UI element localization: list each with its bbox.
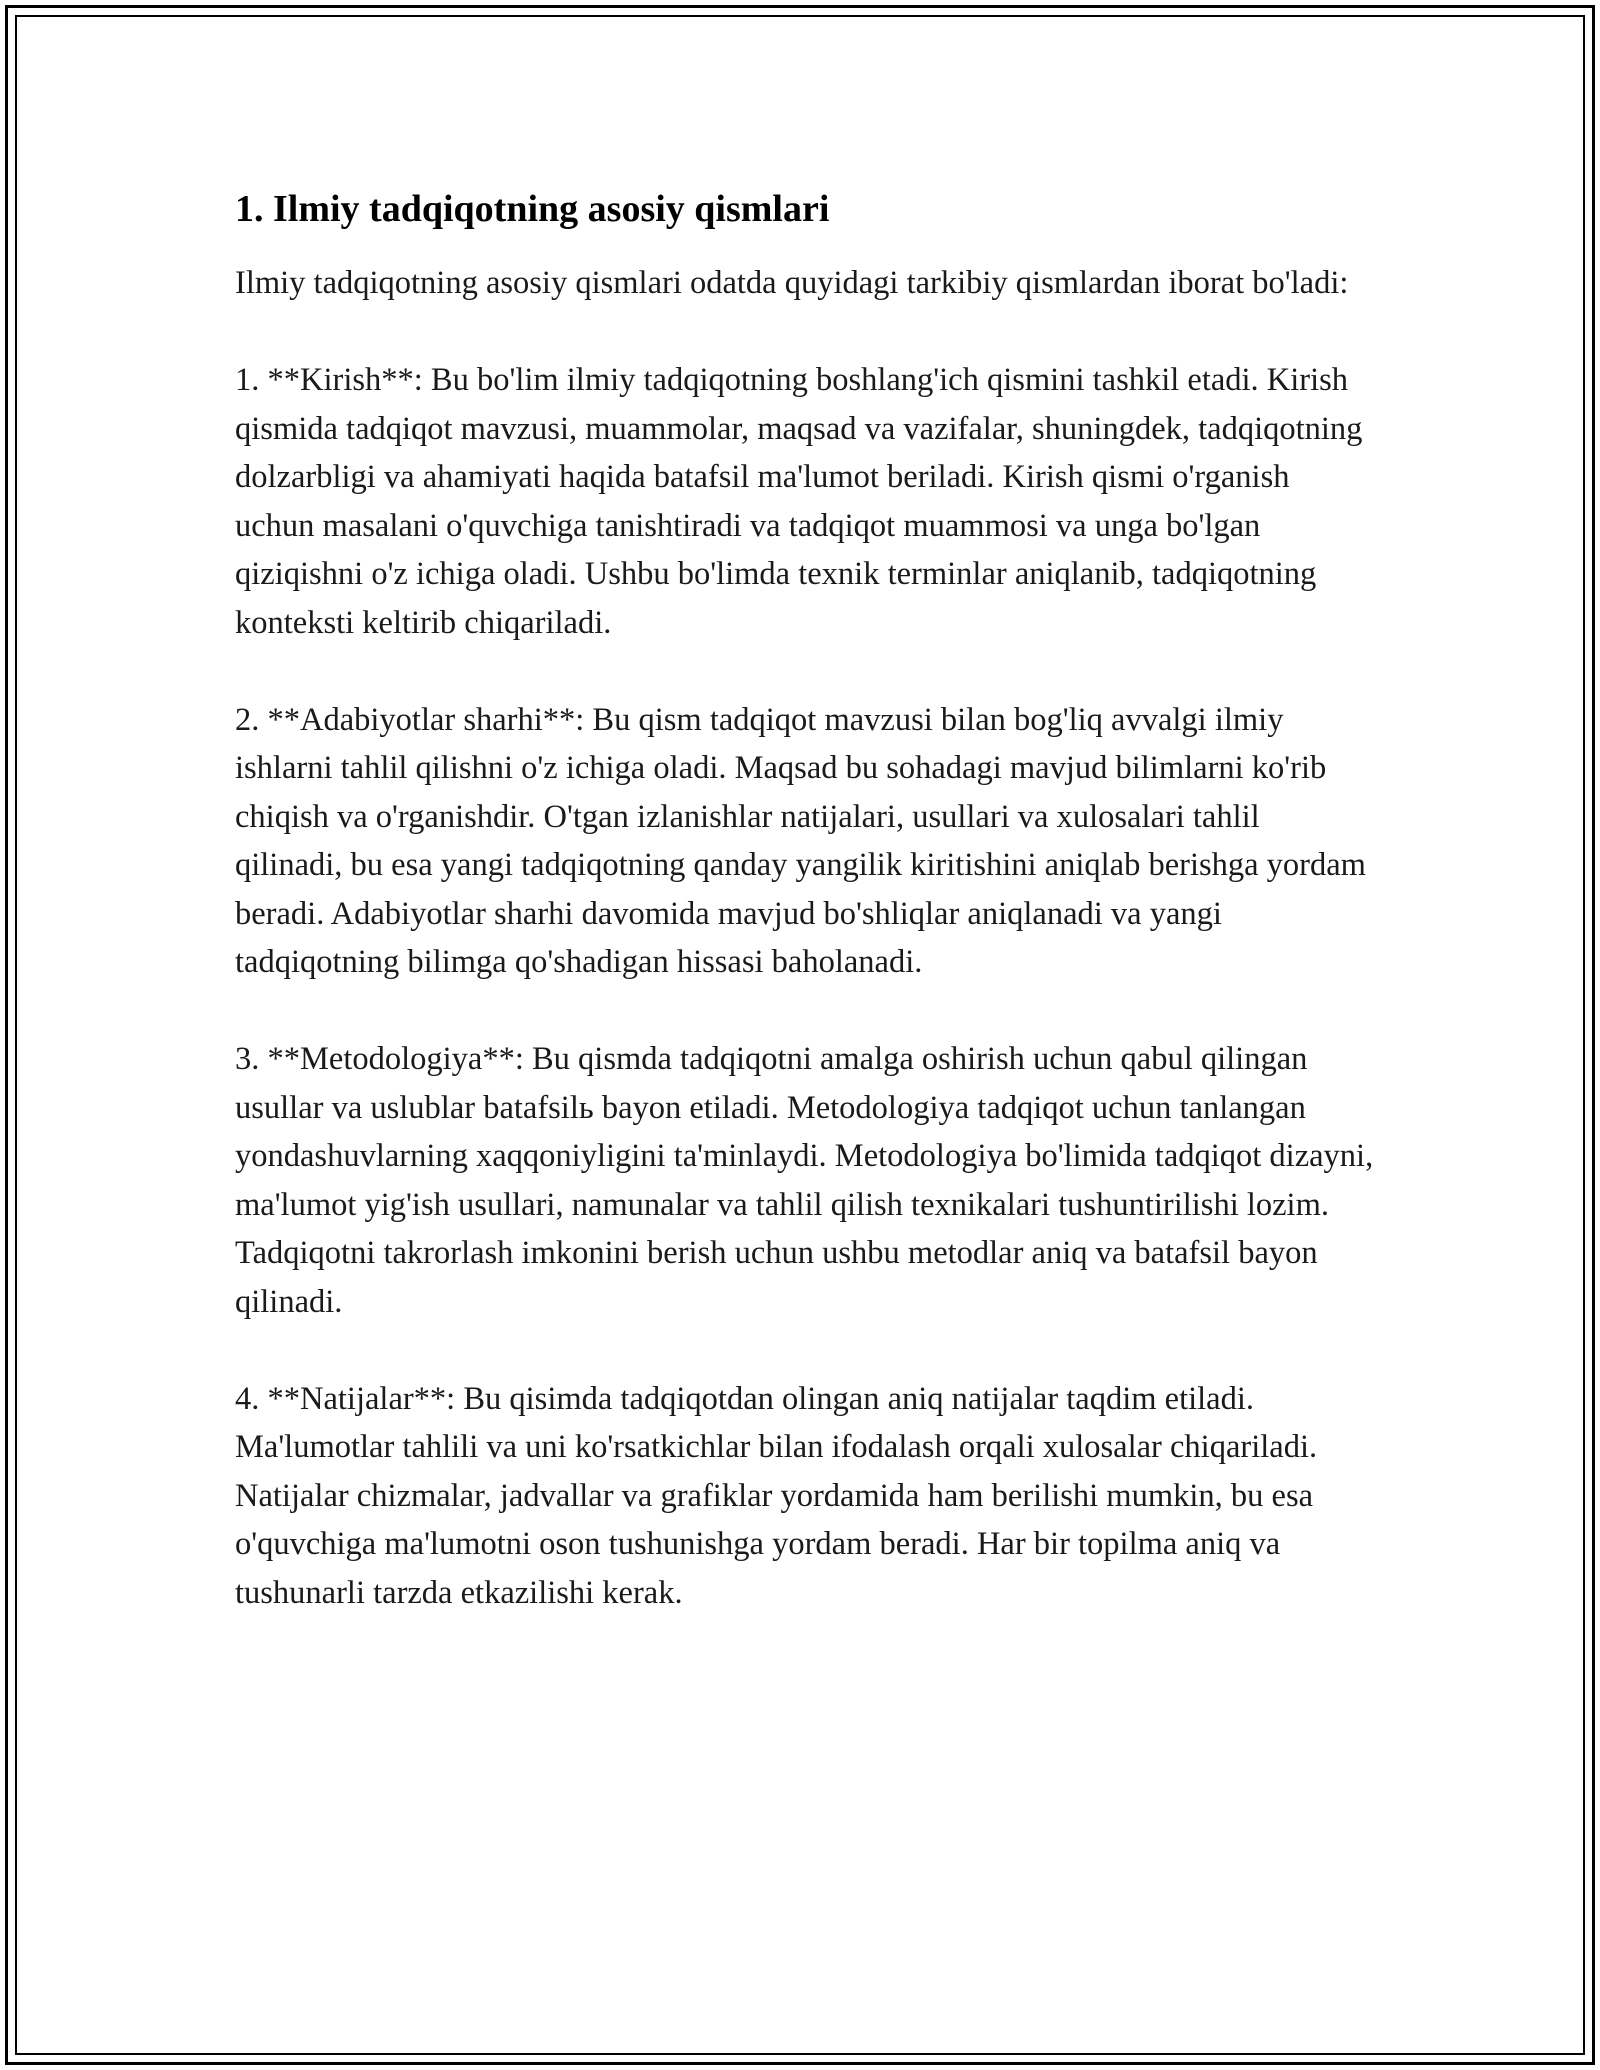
document-body [235, 185, 1375, 1617]
section-heading: 1. Ilmiy tadqiqotning asosiy qismlari [235, 188, 830, 230]
paragraph-metodologiya: 3. **Metodologiya**: Bu qismda tadqiqotni amalga oshirish uchun qabul qilingan usullar va uslublar batafsilь bayon etiladi. Metodologiya tadqiqot uchun tanlangan yondashuvlarning xaqqoniyligini ta'minlaydi. Metodologiya bo'limida tadqiqot dizayni, ma'lumot yig'ish usullari, namunalar va tahlil qilish texnikalari tushuntirilishi lozim. Tadqiqotni takrorlash imkonini berish uchun ushbu metodlar aniq va batafsil bayon qilinadi. [235, 1041, 1374, 1320]
paragraph-adabiyotlar-sharhi: 2. **Adabiyotlar sharhi**: Bu qism tadqiqot mavzusi bilan bog'liq avvalgi ilmiy ishlarni tahlil qilishni o'z ichiga oladi. Maqsad bu sohadagi mavjud bilimlarni ko'rib chiqish va o'rganishdir. O'tgan izlanishlar natijalari, usullari va xulosalari tahlil qilinadi, bu esa yangi tadqiqotning qanday yangilik kiritishini aniqlab berishga yordam beradi. Adabiyotlar sharhi davomida mavjud bo'shliqlar aniqlanadi va yangi tadqiqotning bilimga qo'shadigan hissasi baholanadi. [235, 701, 1366, 980]
paragraph-natijalar: 4. **Natijalar**: Bu qisimda tadqiqotdan olingan aniq natijalar taqdim etiladi. Ma'lumotlar tahlili va uni ko'rsatkichlar bilan ifodalash orqali xulosalar chiqariladi. Natijalar chizmalar, jadvallar va grafiklar yordamida ham berilishi mumkin, bu esa o'quvchiga ma'lumotni oson tushunishga yordam beradi. Har bir topilma aniq va tushunarli tarzda etkazilishi kerak. [235, 1380, 1318, 1611]
intro-paragraph: Ilmiy tadqiqotning asosiy qismlari odatda quyidagi tarkibiy qismlardan iborat bo'ladi: [235, 265, 1349, 301]
paragraph-kirish: 1. **Kirish**: Bu bo'lim ilmiy tadqiqotning boshlang'ich qismini tashkil etadi. Kirish qismida tadqiqot mavzusi, muammolar, maqsad va vazifalar, shuningdek, tadqiqotning dolzarbligi va ahamiyati haqida batafsil ma'lumot beriladi. Kirish qismi o'rganish uchun masalani o'quvchiga tanishtiradi va tadqiqot muammosi va unga bo'lgan qiziqishni o'z ichiga oladi. Ushbu bo'limda texnik terminlar aniqlanib, tadqiqotning konteksti keltirib chiqariladi. [235, 362, 1363, 641]
